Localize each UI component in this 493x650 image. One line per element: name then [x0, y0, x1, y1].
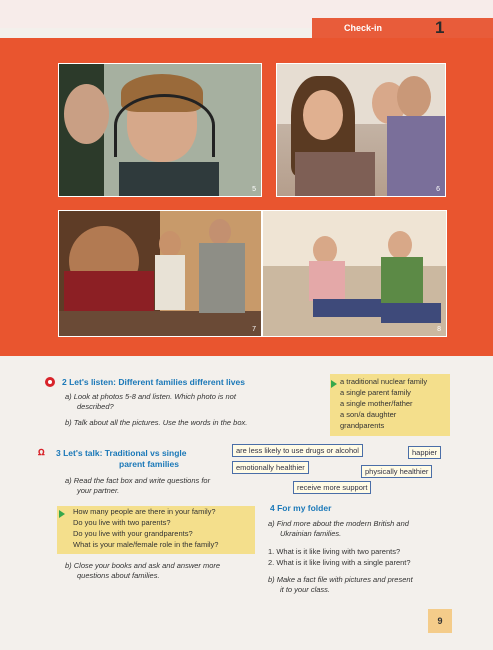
question-item: How many people are there in your family? [73, 507, 216, 516]
section-4-b-line1: b) Make a fact file with pictures and present [268, 575, 413, 584]
question-item: Do you live with your grandparents? [73, 529, 193, 538]
section-2-a-line2: described? [77, 402, 114, 411]
check-in-tab [312, 18, 493, 38]
photo-8 [262, 210, 447, 337]
photo-5-number: 5 [252, 186, 256, 193]
section-3-b-line2: questions about families. [77, 571, 160, 580]
section-4-a-line2: Ukrainian families. [280, 529, 342, 538]
section-4-question: 2. What is it like living with a single parent? [268, 558, 411, 567]
section-2-b: b) Talk about all the pictures. Use the words in the box. [65, 418, 248, 427]
section-3-a-line1: a) Read the fact box and write questions for [65, 476, 211, 485]
cd-audio-icon [45, 377, 55, 387]
check-in-label: Check-in [344, 23, 383, 33]
section-2-a-line1: a) Look at photos 5-8 and listen. Which photo is not [65, 392, 236, 401]
question-item: Do you live with two parents? [73, 518, 171, 527]
photo-8-number: 8 [437, 326, 441, 333]
fact-phrase: physically healthier [361, 465, 432, 478]
photo-5 [58, 63, 262, 197]
section-4-question: 1. What is it like living with two parents? [268, 547, 401, 556]
box-item: a single parent family [340, 388, 411, 397]
section-3-title-line2: parent families [119, 459, 179, 469]
box-item: a son/a daughter [340, 410, 397, 419]
green-arrow-icon [331, 380, 337, 388]
fact-phrase: happier [408, 446, 441, 459]
photo-6 [276, 63, 446, 197]
page-number: 9 [428, 609, 452, 633]
green-arrow-icon [59, 510, 65, 518]
box-item: a single mother/father [340, 399, 413, 408]
fact-phrase: emotionally healthier [232, 461, 309, 474]
photo-7 [58, 210, 262, 337]
pair-work-icon: ꭥ [38, 446, 45, 458]
box-item: grandparents [340, 421, 385, 430]
section-2-title: 2 Let's listen: Different families different lives [62, 377, 245, 387]
section-3-a-line2: your partner. [77, 486, 120, 495]
box-item: a traditional nuclear family [340, 377, 428, 386]
unit-number: 1 [435, 18, 445, 37]
section-4-title: 4 For my folder [270, 503, 332, 513]
section-3-title-line1: 3 Let's talk: Traditional vs single [56, 448, 187, 458]
section-4-a-line1: a) Find more about the modern British and [268, 519, 409, 528]
section-4-b-line2: it to your class. [280, 585, 331, 594]
section-3-b-line1: b) Close your books and ask and answer more [65, 561, 221, 570]
fact-phrase: are less likely to use drugs or alcohol [232, 444, 363, 457]
photo-7-number: 7 [252, 326, 256, 333]
fact-phrase: receive more support [293, 481, 371, 494]
photo-6-number: 6 [436, 186, 440, 193]
question-item: What is your male/female role in the family? [73, 540, 219, 549]
